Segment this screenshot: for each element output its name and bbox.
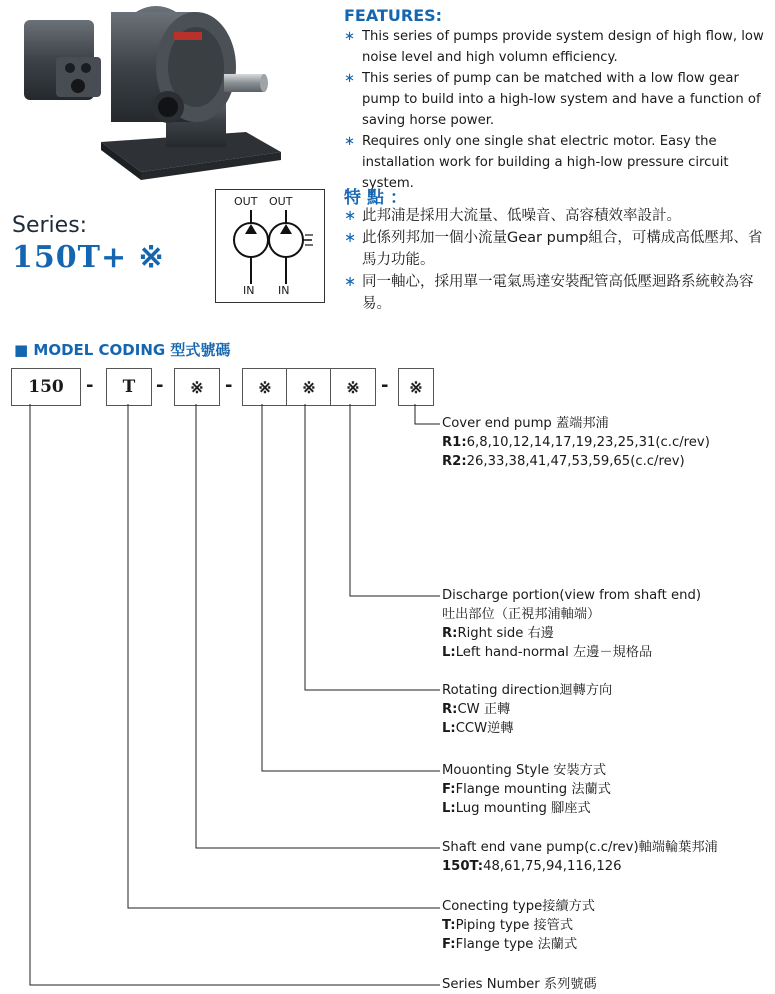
- series-code: 150T+ ※: [12, 240, 165, 275]
- symbol-in-left: IN: [243, 284, 255, 297]
- code-dash: -: [381, 375, 389, 396]
- symbol-out-left: OUT: [234, 195, 258, 208]
- code-box-mounting: ※: [242, 368, 288, 406]
- desc-shaft: Shaft end vane pump(c.c/rev)軸端輪葉邦浦 150T:48,61,75,94,116,126: [442, 840, 718, 874]
- code-box-rotating: ※: [286, 368, 332, 406]
- features-cn-title: 特點：: [344, 188, 413, 208]
- bullet-icon: ∗: [344, 71, 356, 86]
- desc-discharge: Discharge portion(view from shaft end) 吐出部位（正視邦浦軸端） R:Right side 右邊 L:Left hand-normal 左邊－規格品: [442, 588, 702, 660]
- series-label: Series:: [12, 213, 88, 238]
- bullet-icon: ∗: [344, 134, 356, 149]
- desc-cover: Cover end pump 蓋端邦浦 R1:6,8,10,12,14,17,19,23,25,31(c.c/rev) R2:26,33,38,41,47,53,59,65(c.c/rev): [442, 416, 710, 469]
- code-dash: -: [156, 375, 164, 396]
- features-title: FEATURES:: [344, 6, 443, 25]
- symbol-in-right: IN: [278, 284, 290, 297]
- bullet-icon: ∗: [344, 230, 357, 246]
- code-box-series: 150: [11, 368, 81, 406]
- bullet-icon: ∗: [344, 274, 357, 290]
- feature-cn-item: ∗ 此係列邦加一個小流量Gear pump組合，可構成高低壓邦、省馬力功能。: [344, 227, 764, 271]
- desc-series-number: Series Number 系列號碼: [442, 977, 597, 992]
- symbol-out-right: OUT: [269, 195, 293, 208]
- desc-rotating: Rotating direction迴轉方向 R:CW 正轉 L:CCW逆轉: [442, 683, 613, 736]
- feature-cn-item: ∗ 同一軸心，採用單一電氣馬達安裝配管高低壓迴路系統較為容易。: [344, 271, 764, 315]
- feature-item: ∗ Requires only one single shat electric motor. Easy the installation work for building a high-low pressure circuit system.: [344, 131, 772, 194]
- desc-connecting: Conecting type接續方式 T:Piping type 接管式 F:Flange type 法蘭式: [442, 899, 595, 952]
- feature-cn-item: ∗ 此邦浦是採用大流量、低噪音、高容積效率設計。: [344, 205, 764, 227]
- code-dash: -: [86, 375, 94, 396]
- model-coding-title: ■ MODEL CODING 型式號碼: [14, 341, 231, 359]
- code-box-shaft: ※: [174, 368, 220, 406]
- code-box-connecting: T: [106, 368, 152, 406]
- code-dash: -: [225, 375, 233, 396]
- feature-item: ∗ This series of pumps provide system design of high flow, low noise level and high volumn efficiency.: [344, 26, 772, 68]
- code-box-discharge: ※: [330, 368, 376, 406]
- desc-mounting: Mouonting Style 安裝方式 F:Flange mounting 法蘭式 L:Lug mounting 腳座式: [442, 763, 611, 816]
- bullet-icon: ∗: [344, 29, 356, 44]
- code-box-cover: ※: [398, 368, 434, 406]
- feature-item: ∗ This series of pump can be matched with a low flow gear pump to build into a high-low system and have a function of saving horse power.: [344, 68, 772, 131]
- bullet-icon: ∗: [344, 208, 357, 224]
